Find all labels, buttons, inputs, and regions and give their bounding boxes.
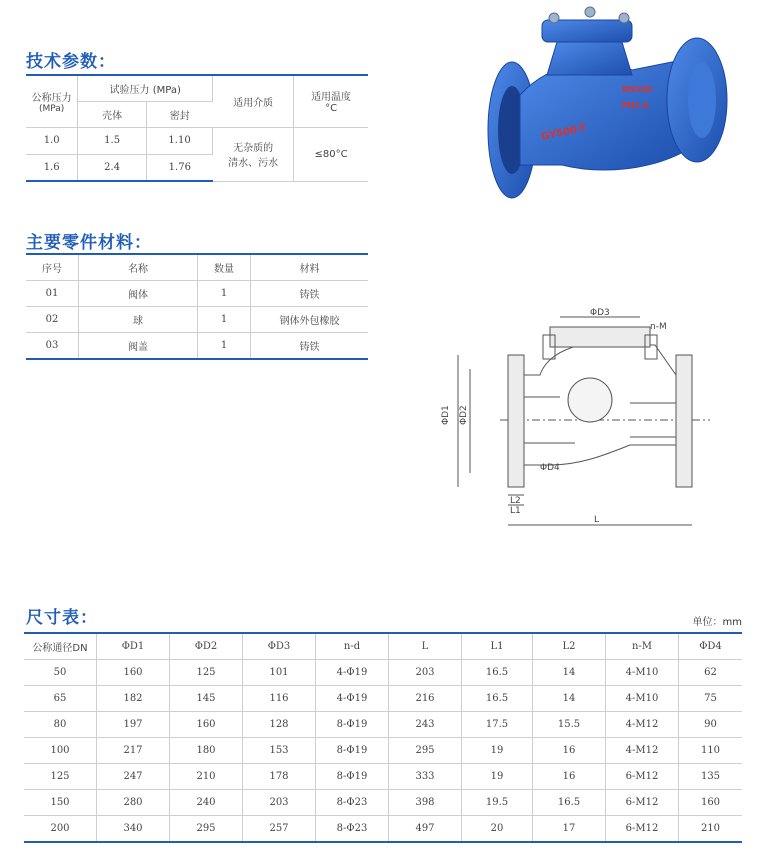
table-row xyxy=(26,127,368,154)
table-row xyxy=(24,790,742,816)
header-dn: 公称通径DN xyxy=(24,633,97,660)
header-d4: ΦD4 xyxy=(679,633,743,660)
l1-cell: 19 xyxy=(462,764,533,790)
photo-mark-dn: DN100 xyxy=(622,85,653,94)
header-l: L xyxy=(389,633,462,660)
table-row xyxy=(24,816,742,843)
header-nd: n-d xyxy=(316,633,389,660)
nd-cell: 8-Φ23 xyxy=(316,816,389,843)
d2-cell: 210 xyxy=(170,764,243,790)
d2-cell: 295 xyxy=(170,816,243,843)
l2-cell: 14 xyxy=(533,660,606,686)
medium-cell: 无杂质的 清水、污水 xyxy=(213,127,294,181)
header-l1: L1 xyxy=(462,633,533,660)
d3-cell: 153 xyxy=(243,738,316,764)
d2-cell: 160 xyxy=(170,712,243,738)
d1-cell: 160 xyxy=(97,660,170,686)
photo-mark-pn: PN1.6 xyxy=(622,101,649,110)
d4-cell: 90 xyxy=(679,712,743,738)
nd-cell: 4-Φ19 xyxy=(316,660,389,686)
seal-cell: 1.10 xyxy=(146,127,212,154)
header-medium: 适用介质 xyxy=(213,75,294,127)
d4-cell: 62 xyxy=(679,660,743,686)
tech-params-title: 技术参数： xyxy=(26,52,116,72)
header-l2: L2 xyxy=(533,633,606,660)
table-row xyxy=(26,307,368,333)
d1-cell: 247 xyxy=(97,764,170,790)
d4-cell: 75 xyxy=(679,686,743,712)
l1-cell: 16.5 xyxy=(462,686,533,712)
d4-cell: 210 xyxy=(679,816,743,843)
d4-cell: 110 xyxy=(679,738,743,764)
photo-mark-model: GY500-T xyxy=(540,122,588,143)
d3-cell: 101 xyxy=(243,660,316,686)
d4-cell: 135 xyxy=(679,764,743,790)
tech-params-table xyxy=(26,74,368,182)
dn-cell: 65 xyxy=(24,686,97,712)
d3-cell: 257 xyxy=(243,816,316,843)
seq-cell: 03 xyxy=(26,333,79,360)
d1-cell: 340 xyxy=(97,816,170,843)
valve-cross-section-drawing xyxy=(440,305,740,540)
table-row xyxy=(24,712,742,738)
l-cell: 203 xyxy=(389,660,462,686)
nd-cell: 8-Φ23 xyxy=(316,790,389,816)
seq-cell: 02 xyxy=(26,307,79,333)
header-qty: 数量 xyxy=(198,254,251,281)
nm-cell: 4-M10 xyxy=(606,686,679,712)
nm-cell: 6-M12 xyxy=(606,790,679,816)
l2-cell: 15.5 xyxy=(533,712,606,738)
header-seq: 序号 xyxy=(26,254,79,281)
material-cell: 铸铁 xyxy=(251,333,369,360)
nm-cell: 6-M12 xyxy=(606,816,679,843)
l-cell: 333 xyxy=(389,764,462,790)
d1-cell: 182 xyxy=(97,686,170,712)
qty-cell: 1 xyxy=(198,281,251,307)
d4-cell: 160 xyxy=(679,790,743,816)
d3-cell: 178 xyxy=(243,764,316,790)
l-cell: 398 xyxy=(389,790,462,816)
l-cell: 497 xyxy=(389,816,462,843)
l2-cell: 16 xyxy=(533,764,606,790)
dim-d3-label: ΦD3 xyxy=(590,308,610,318)
header-seal: 密封 xyxy=(146,101,212,127)
table-row xyxy=(24,738,742,764)
parts-materials-table xyxy=(26,253,368,360)
dim-d1-label: ΦD1 xyxy=(441,405,451,425)
material-cell: 钢体外包橡胶 xyxy=(251,307,369,333)
header-nm: n-M xyxy=(606,633,679,660)
d1-cell: 197 xyxy=(97,712,170,738)
l2-cell: 14 xyxy=(533,686,606,712)
dim-d4-label: ΦD4 xyxy=(540,463,560,473)
d3-cell: 203 xyxy=(243,790,316,816)
table-row xyxy=(24,764,742,790)
dim-d2-label: ΦD2 xyxy=(459,405,469,425)
valve-product-photo xyxy=(482,0,734,205)
nm-cell: 6-M12 xyxy=(606,764,679,790)
dim-l-label: L xyxy=(594,515,600,525)
nd-cell: 8-Φ19 xyxy=(316,738,389,764)
l-cell: 216 xyxy=(389,686,462,712)
l1-cell: 19 xyxy=(462,738,533,764)
dim-l2-label: L2 xyxy=(510,496,521,506)
nm-cell: 4-M12 xyxy=(606,712,679,738)
qty-cell: 1 xyxy=(198,307,251,333)
nm-cell: 4-M12 xyxy=(606,738,679,764)
dim-l1-label: L1 xyxy=(510,506,521,516)
dn-cell: 80 xyxy=(24,712,97,738)
header-test-pressure: 试验压力 (MPa) xyxy=(78,75,213,101)
l2-cell: 16 xyxy=(533,738,606,764)
l1-cell: 19.5 xyxy=(462,790,533,816)
d2-cell: 180 xyxy=(170,738,243,764)
material-cell: 铸铁 xyxy=(251,281,369,307)
l1-cell: 20 xyxy=(462,816,533,843)
nm-cell: 4-M10 xyxy=(606,660,679,686)
l2-cell: 17 xyxy=(533,816,606,843)
table-row xyxy=(26,333,368,360)
parts-materials-title: 主要零件材料： xyxy=(26,233,152,253)
table-row xyxy=(26,281,368,307)
dn-cell: 50 xyxy=(24,660,97,686)
l-cell: 243 xyxy=(389,712,462,738)
l1-cell: 16.5 xyxy=(462,660,533,686)
shell-cell: 1.5 xyxy=(78,127,147,154)
d2-cell: 145 xyxy=(170,686,243,712)
qty-cell: 1 xyxy=(198,333,251,360)
d2-cell: 125 xyxy=(170,660,243,686)
unit-label: 单位：mm xyxy=(692,617,742,628)
l2-cell: 16.5 xyxy=(533,790,606,816)
table-row xyxy=(24,686,742,712)
dn-cell: 125 xyxy=(24,764,97,790)
name-cell: 阀体 xyxy=(79,281,198,307)
l1-cell: 17.5 xyxy=(462,712,533,738)
size-table-title: 尺寸表： xyxy=(26,608,98,628)
nd-cell: 4-Φ19 xyxy=(316,686,389,712)
dim-nm-label: n-M xyxy=(650,322,667,332)
table-row xyxy=(24,660,742,686)
header-shell: 壳体 xyxy=(78,101,147,127)
dn-cell: 100 xyxy=(24,738,97,764)
header-d3: ΦD3 xyxy=(243,633,316,660)
size-table xyxy=(24,632,742,843)
pn-cell: 1.6 xyxy=(26,154,78,181)
header-d1: ΦD1 xyxy=(97,633,170,660)
dn-cell: 200 xyxy=(24,816,97,843)
temperature-cell: ≤80°C xyxy=(294,127,368,181)
name-cell: 阀盖 xyxy=(79,333,198,360)
nd-cell: 8-Φ19 xyxy=(316,712,389,738)
d1-cell: 280 xyxy=(97,790,170,816)
pn-cell: 1.0 xyxy=(26,127,78,154)
name-cell: 球 xyxy=(79,307,198,333)
nd-cell: 8-Φ19 xyxy=(316,764,389,790)
d3-cell: 116 xyxy=(243,686,316,712)
d2-cell: 240 xyxy=(170,790,243,816)
header-material: 材料 xyxy=(251,254,369,281)
dn-cell: 150 xyxy=(24,790,97,816)
d3-cell: 128 xyxy=(243,712,316,738)
seq-cell: 01 xyxy=(26,281,79,307)
header-temperature: 适用温度 °C xyxy=(294,75,368,127)
shell-cell: 2.4 xyxy=(78,154,147,181)
header-d2: ΦD2 xyxy=(170,633,243,660)
seal-cell: 1.76 xyxy=(146,154,212,181)
header-name: 名称 xyxy=(79,254,198,281)
l-cell: 295 xyxy=(389,738,462,764)
d1-cell: 217 xyxy=(97,738,170,764)
header-nominal-pressure: 公称压力 (MPa) xyxy=(26,75,78,127)
